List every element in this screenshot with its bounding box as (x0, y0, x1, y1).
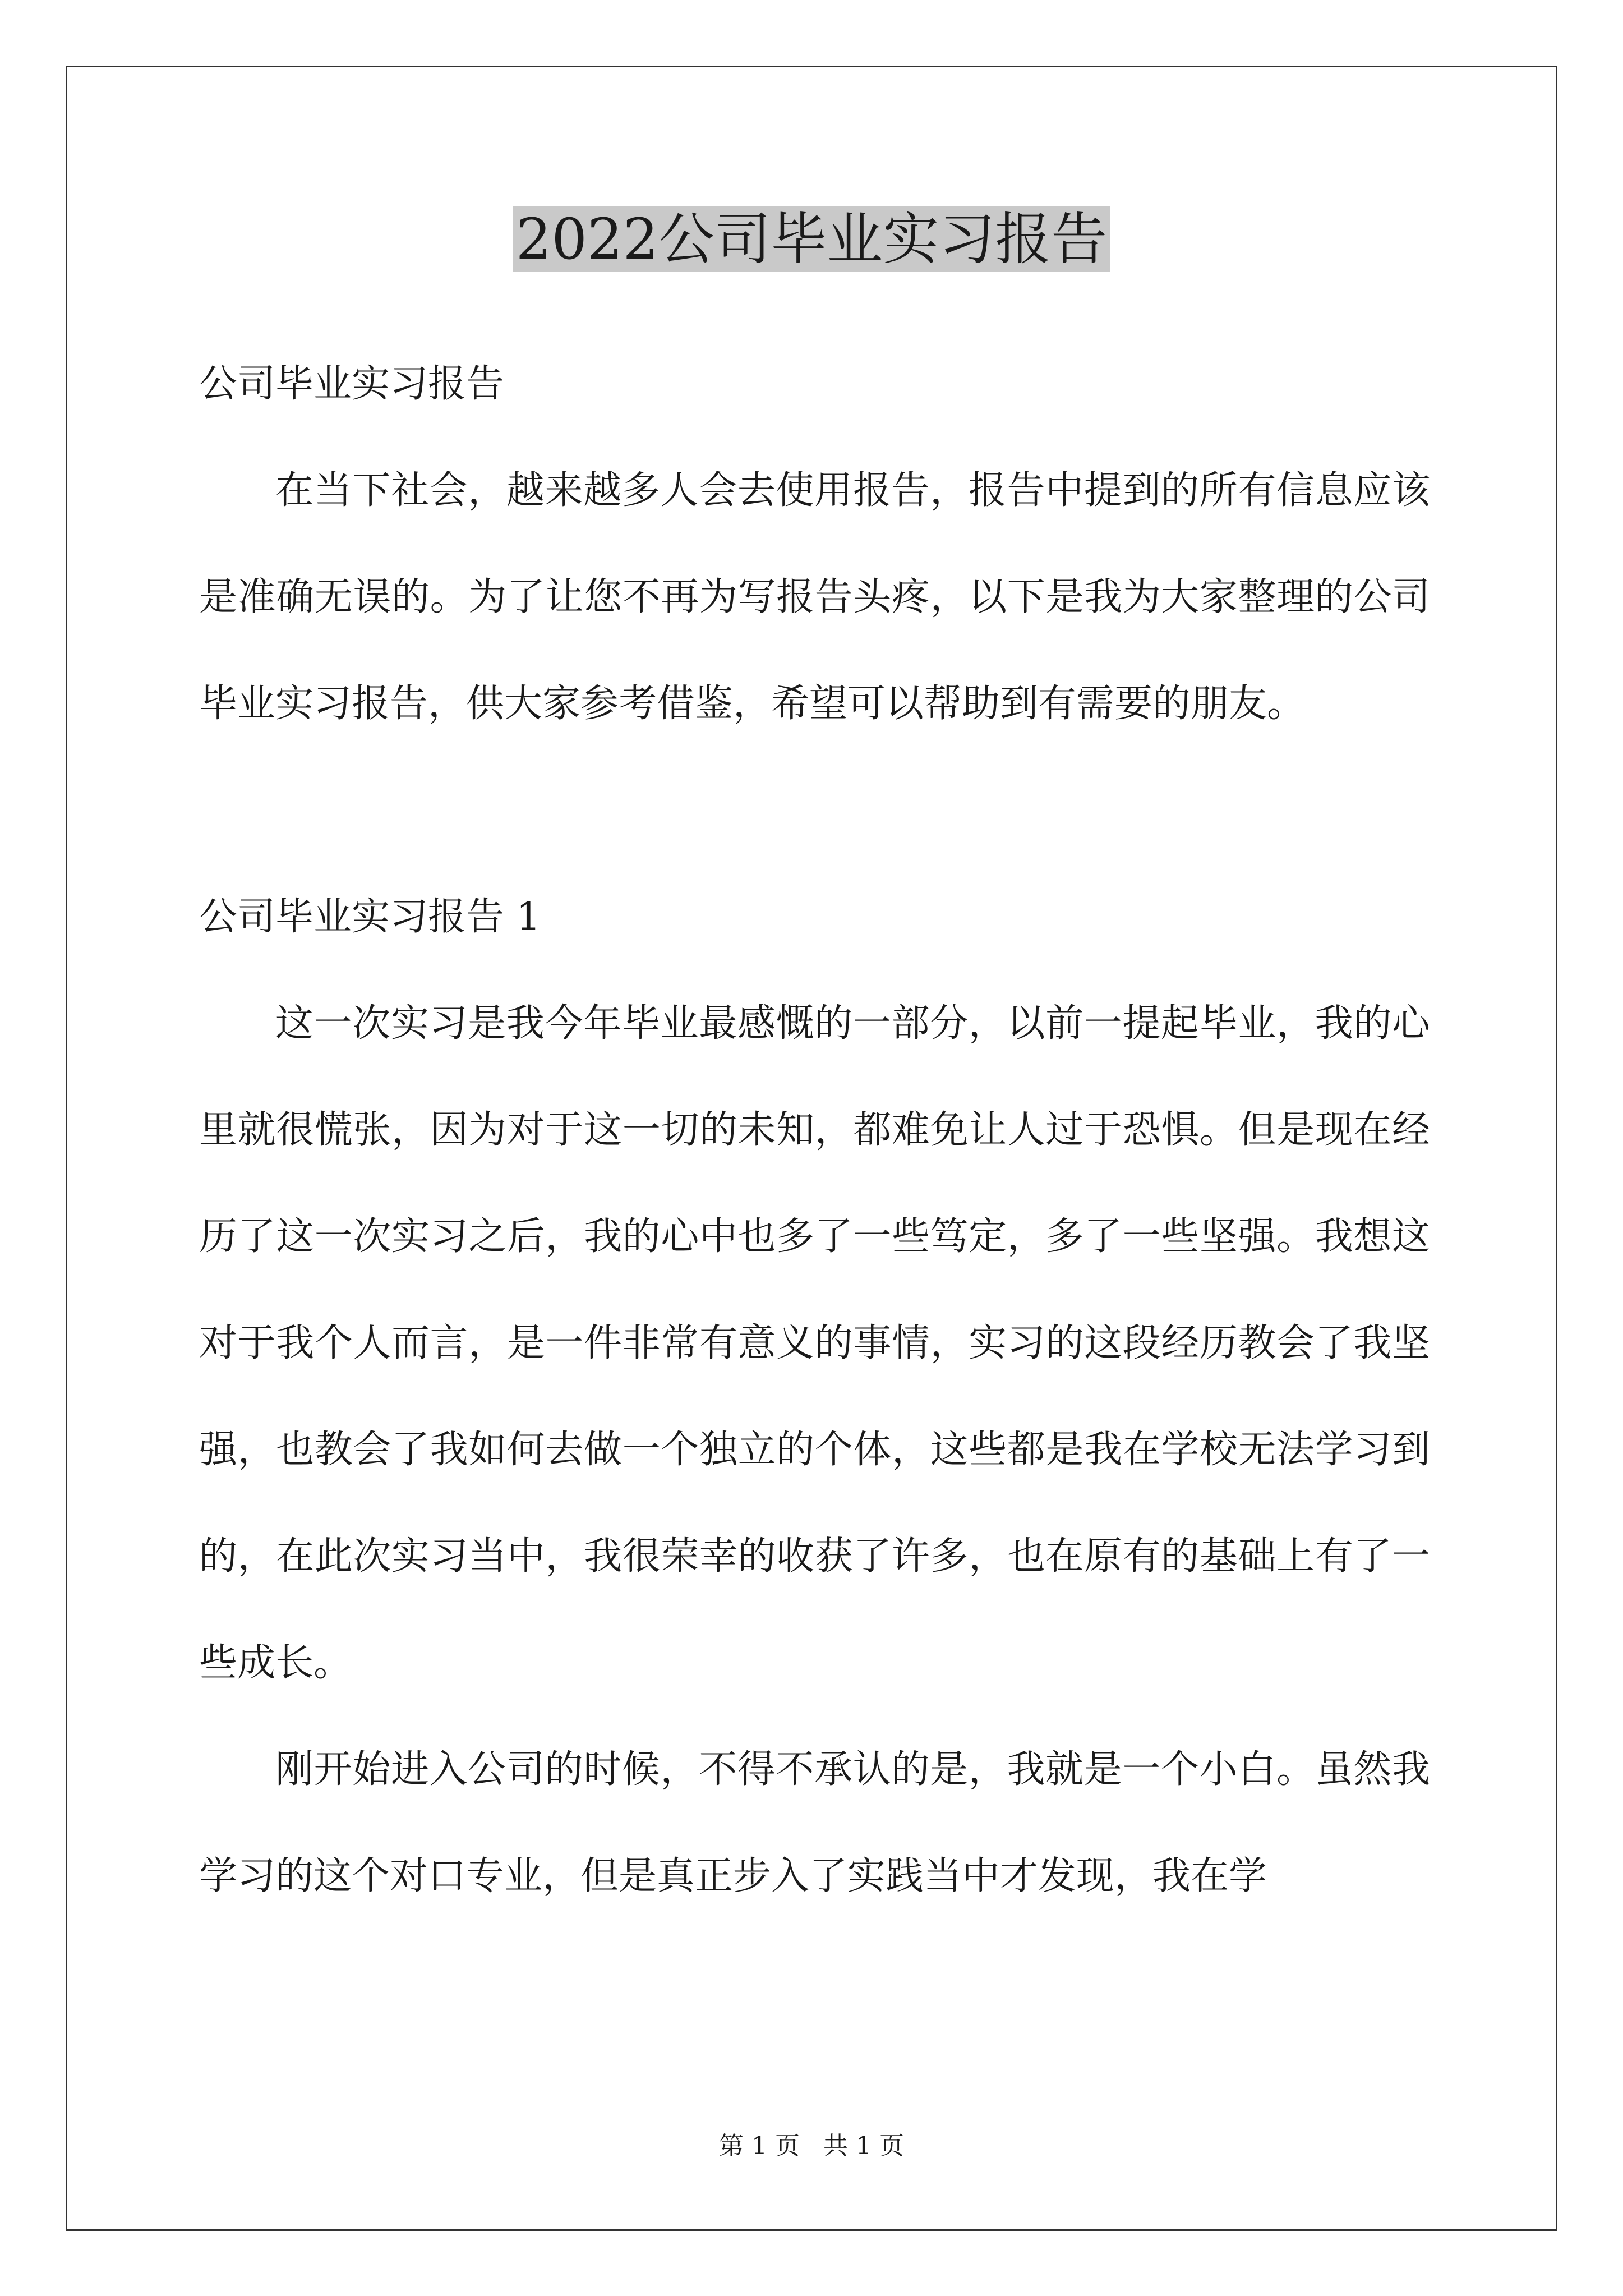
document-title (0, 200, 1623, 279)
section-spacer (199, 757, 1430, 864)
page-footer: 第 1 页 共 1 页 (719, 2132, 904, 2160)
document-body (199, 331, 1430, 1930)
section-paragraph-2: 刚开始进入公司的时候，不得不承认的是，我就是一个小白。虽然我学习的这个对口专业，但是真正步入了实践当中才发现，我在学 (199, 1747, 1430, 1898)
intro-paragraph: 在当下社会，越来越多人会去使用报告，报告中提到的所有信息应该是准确无误的。为了让您不再为写报告头疼，以下是我为大家整理的公司毕业实习报告，供大家参考借鉴，希望可以帮助到有需要的朋友。 (199, 468, 1430, 726)
section-heading: 公司毕业实习报告 1 (199, 895, 541, 939)
intro-heading: 公司毕业实习报告 (199, 362, 505, 406)
section-paragraph-1: 这一次实习是我今年毕业最感慨的一部分，以前一提起毕业，我的心里就很慌张，因为对于这一切的未知，都难免让人过于恐惧。但是现在经历了这一次实习之后，我的心中也多了一些笃定，多了一些坚强。我想这对于我个人而言，是一件非常有意义的事情，实习的这段经历教会了我坚强，也教会了我如何去做一个独立的个体，这些都是我在学校无法学习到的，在此次实习当中，我很荣幸的收获了许多，也在原有的基础上有了一些成长。 (199, 1001, 1430, 1685)
document-title-text: 2022公司毕业实习报告 (513, 206, 1111, 272)
